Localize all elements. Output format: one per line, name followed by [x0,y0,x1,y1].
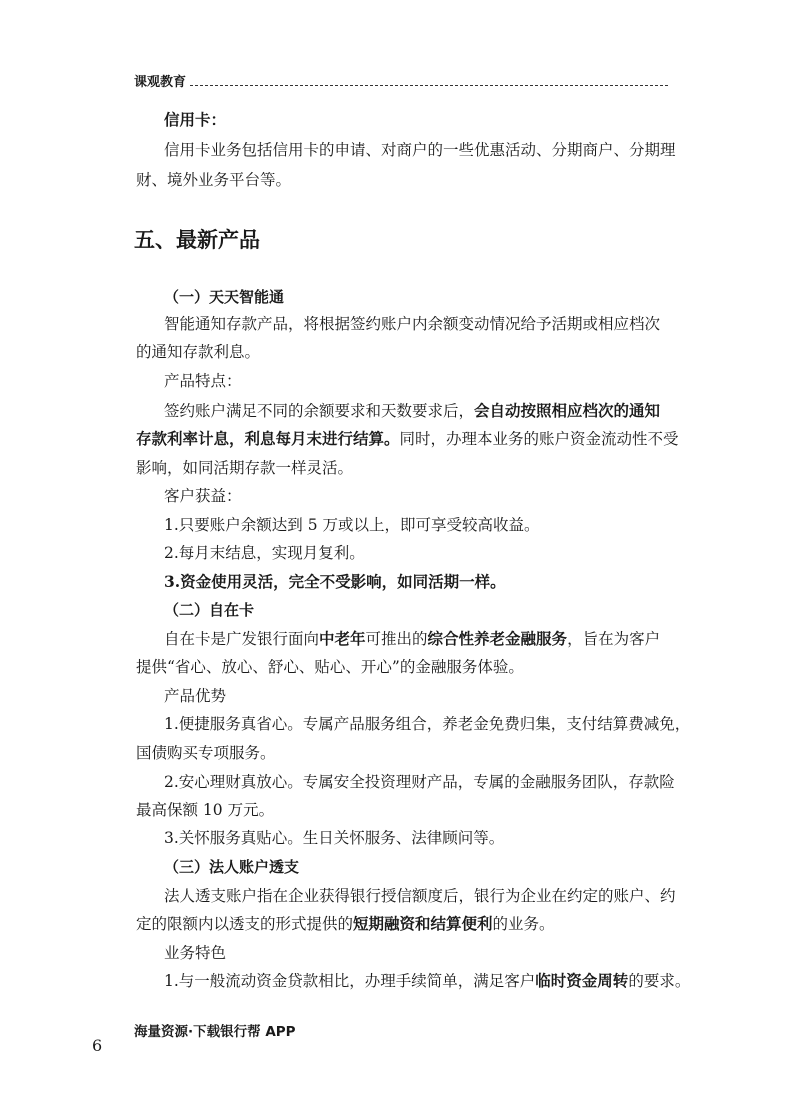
header-dashed-rule [190,85,668,86]
product-2-advantages-label: 产品优势 [164,687,227,705]
product-1-benefit-2: 2.每月末结息，实现月复利。 [164,544,365,562]
section-title: 五、最新产品 [134,228,260,252]
product-2-advantage-2a: 2.安心理财真放心。专属安全投资理财产品，专属的金融服务团队，存款险 [164,773,675,791]
product-1-intro-1: 智能通知存款产品，将根据签约账户内余额变动情况给予活期或相应档次 [164,315,661,333]
product-1-benefit-3: 3.资金使用灵活，完全不受影响，如同活期一样。 [164,572,506,591]
product-2-advantage-1a: 1.便捷服务真省心。专属产品服务组合，养老金免费归集，支付结算费减免， [164,715,691,733]
product-1-features-label: 产品特点： [164,372,242,390]
product-2-advantage-1b: 国债购买专项服务。 [136,744,276,762]
product-2-advantage-2b: 最高保额 10 万元。 [136,801,275,819]
header-title: 课观教育 [134,75,187,90]
product-1-feature-line-3: 影响，如同活期存款一样灵活。 [136,459,354,477]
page-header [134,68,668,90]
product-1-feature-line-2: 存款利率计息，利息每月末进行结算。同时，办理本业务的账户资金流动性不受 [136,429,679,448]
product-1-benefits-label: 客户获益： [164,487,242,505]
product-1-benefit-1: 1.只要账户余额达到 5 万或以上，即可享受较高收益。 [164,516,540,534]
credit-card-line-1: 信用卡业务包括信用卡的申请、对商户的一些优惠活动、分期商户、分期理 [164,141,676,159]
product-1-title: （一）天天智能通 [164,288,285,306]
product-1-intro-2: 的通知存款利息。 [136,343,261,361]
product-2-desc-2: 提供“省心、放心、舒心、贴心、开心”的金融服务体验。 [136,658,524,676]
product-2-title: （二）自在卡 [164,601,255,619]
page-footer: 海量资源·下载银行帮 APP [134,1024,296,1040]
product-2-desc-1: 自在卡是广发银行面向中老年可推出的综合性养老金融服务，旨在为客户 [164,629,661,648]
product-2-advantage-3: 3.关怀服务真贴心。生日关怀服务、法律顾问等。 [164,829,505,847]
product-3-desc-2: 定的限额内以透支的形式提供的短期融资和结算便利的业务。 [136,914,555,933]
credit-card-heading: 信用卡： [164,110,227,129]
page-number: 6 [92,1036,103,1055]
product-3-desc-1: 法人透支账户指在企业获得银行授信额度后，银行为企业在约定的账户、约 [164,887,676,905]
product-3-title: （三）法人账户透支 [164,858,300,876]
product-1-feature-line-1: 签约账户满足不同的余额要求和天数要求后，会自动按照相应档次的通知 [164,401,661,420]
credit-card-line-2: 财、境外业务平台等。 [136,171,292,189]
product-3-feature-1: 1.与一般流动资金贷款相比，办理手续简单，满足客户临时资金周转的要求。 [164,971,691,990]
product-3-features-label: 业务特色 [164,944,227,962]
